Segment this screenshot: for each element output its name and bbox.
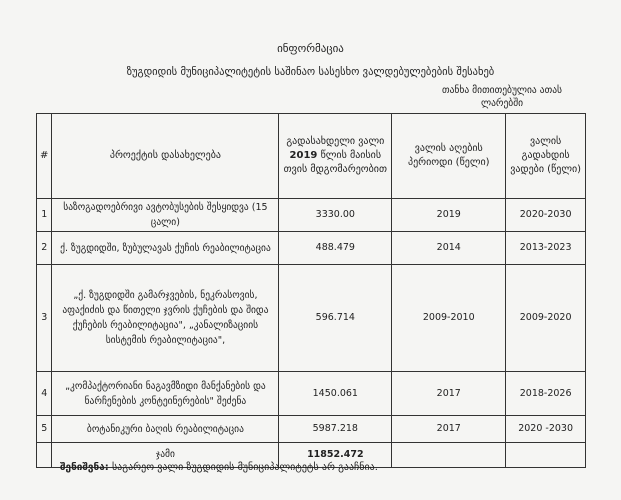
- row-term: 2013-2023: [506, 232, 586, 265]
- document-subtitle: ზუგდიდის მუნიციპალიტეტის საშინაო სასესხო ვალდებულებების შესახებ: [126, 66, 495, 78]
- header-debt: [279, 114, 392, 199]
- row-project: „კომპაქტორიანი ნაგავმზიდი მანქანების და ნარჩენების კონტეინერების" შეძენა: [52, 372, 279, 416]
- footnote-label: შენიშვნა:: [60, 462, 109, 473]
- row-num: 1: [37, 199, 52, 232]
- total-label: ჯამი: [52, 443, 279, 468]
- unit-note: თანხა მითითებულია ათას ლარებში: [441, 85, 562, 109]
- header-debt-suffix: წლის მაისის თვის მდგომარეობით: [283, 150, 387, 175]
- row-period: 2019: [392, 199, 506, 232]
- row-period: 2017: [392, 372, 506, 416]
- table-row: [37, 232, 586, 265]
- header-term: ვალის გადახდის ვადები (წელი): [506, 114, 586, 199]
- header-project: პროექტის დასახელება: [52, 114, 279, 199]
- header-debt-year: 2019: [289, 150, 318, 161]
- row-debt: 488.479: [279, 232, 392, 265]
- row-period: 2017: [392, 416, 506, 443]
- row-project: „ქ. ზუგდიდში გამარჯვების, ნეკრასოვის, აფაქიძის და წითელი ჯვრის ქუჩების და შიდა ქუჩების რეაბილიტაცია", „კანალიზაციის სისტემის რეაბილიტაცია",: [52, 265, 279, 372]
- header-num: #: [37, 114, 52, 199]
- row-debt: 596.714: [279, 265, 392, 372]
- debt-table: [36, 113, 586, 468]
- row-term: 2020 -2030: [506, 416, 586, 443]
- row-num: 4: [37, 372, 52, 416]
- total-empty-cell: [392, 443, 506, 468]
- row-project: ქ. ზუგდიდში, ზუბულავას ქუჩის რეაბილიტაცია: [52, 232, 279, 265]
- header-period: ვალის აღების პერიოდი (წელი): [392, 114, 506, 199]
- row-debt: 3330.00: [279, 199, 392, 232]
- row-num: 3: [37, 265, 52, 372]
- table-row: [37, 372, 586, 416]
- row-term: 2020-2030: [506, 199, 586, 232]
- row-debt: 1450.061: [279, 372, 392, 416]
- row-project: ბოტანიკური ბაღის რეაბილიტაცია: [52, 416, 279, 443]
- row-term: 2018-2026: [506, 372, 586, 416]
- row-period: 2014: [392, 232, 506, 265]
- footnote: [60, 462, 378, 473]
- total-num-cell: [37, 443, 52, 468]
- total-empty-cell: [506, 443, 586, 468]
- table-row: [37, 416, 586, 443]
- row-num: 5: [37, 416, 52, 443]
- footnote-text: საგარეო ვალი ზუგდიდის მუნიციპალიტეტს არ გააჩნია.: [108, 462, 378, 473]
- row-project: საზოგადოებრივი ავტობუსების შესყიდვა (15 ცალი): [52, 199, 279, 232]
- row-period: 2009-2010: [392, 265, 506, 372]
- table-header-row: [37, 114, 586, 199]
- row-term: 2009-2020: [506, 265, 586, 372]
- row-debt: 5987.218: [279, 416, 392, 443]
- total-value: 11852.472: [279, 443, 392, 468]
- table-row: [37, 265, 586, 372]
- table-row: [37, 199, 586, 232]
- document-title: ინფორმაცია: [277, 42, 344, 55]
- row-num: 2: [37, 232, 52, 265]
- header-debt-prefix: გადასახდელი ვალი: [286, 136, 385, 147]
